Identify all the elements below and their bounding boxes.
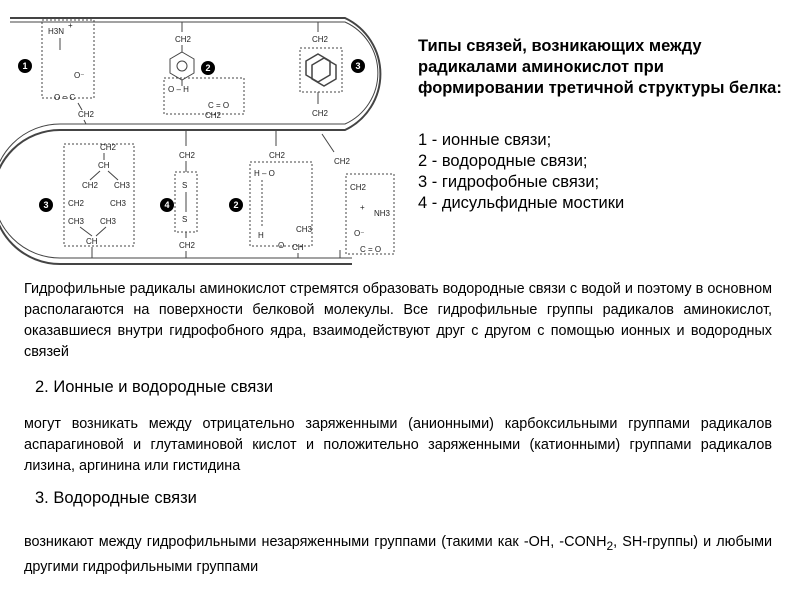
backbone-outer xyxy=(0,18,380,264)
ch2-label: CH2 xyxy=(312,35,329,44)
h-label: H xyxy=(258,231,264,240)
residue-hydrophobic-bottom xyxy=(64,143,134,258)
ch2-label: CH2 xyxy=(269,151,286,160)
hydrogen-bonds-heading: 3. Водородные связи xyxy=(35,489,197,507)
ch3-label: CH3 xyxy=(296,225,313,234)
residue-disulfide-bottom xyxy=(175,130,197,258)
ch3-label: CH3 xyxy=(68,217,85,226)
ch2-label: CH2 xyxy=(334,157,351,166)
o-label: O xyxy=(278,241,285,250)
protein-tertiary-structure-diagram xyxy=(0,0,410,272)
c-eq-o-label: O = C xyxy=(54,93,76,102)
backbone-inner xyxy=(0,22,378,258)
sulfur-label: S xyxy=(182,181,188,190)
marker-top-left xyxy=(18,59,32,73)
h-o-label: H – O xyxy=(254,169,275,178)
nh3-label: NH3 xyxy=(374,209,391,218)
h3n-label: H3N xyxy=(48,27,65,36)
ch2-label: CH2 xyxy=(78,110,95,119)
ionic-bonds-paragraph: могут возникать между отрицательно заряженными (анионными) карбоксильными группами радикалов аспарагиновой и глутаминовой кислот и положительно заряженными (катионными) группами радикалов лизина, аргинина или гистидина xyxy=(24,416,772,474)
legend-item-hydrophobic: 3 - гидрофобные связи; xyxy=(418,173,600,191)
subscript-two: 2 xyxy=(606,538,614,553)
marker-top-middle xyxy=(201,61,215,75)
ch2-label: CH2 xyxy=(175,35,192,44)
hydrogen-text-end: , SH-группы) и любыми другими гидрофильными группами xyxy=(24,534,772,575)
marker-top-right xyxy=(351,59,365,73)
ch2-label: CH2 xyxy=(82,181,99,190)
o-h-label: O – H xyxy=(168,85,189,94)
ch2-label: CH2 xyxy=(205,111,222,120)
bond-types-legend xyxy=(418,130,788,214)
ch2-label: CH2 xyxy=(179,151,196,160)
hydrophilic-radicals-paragraph: Гидрофильные радикалы аминокислот стремятся образовать водородные связи с водой и поэтому в основном располагаются на поверхности белковой молекулы. Все гидрофильные группы радикалов аминокислот, оказавшиеся внутри гидрофобного ядра, взаимодействуют друг с другом с помощью ионных и водородных связей xyxy=(24,281,772,360)
sulfur-label: S xyxy=(182,215,188,224)
ionic-hydrogen-heading: 2. Ионные и водородные связи xyxy=(35,378,274,396)
ch2-label: CH2 xyxy=(68,199,85,208)
ch-label: CH xyxy=(86,237,98,246)
marker-bottom-left-middle xyxy=(160,198,174,212)
plus-sign: + xyxy=(68,21,73,30)
ch3-label: CH3 xyxy=(110,199,127,208)
hydrogen-text-start: возникают между гидрофильными незаряженными группами (такими как -OH, -CONH xyxy=(24,534,607,550)
marker-number: 3 xyxy=(355,61,361,71)
ch-label: CH xyxy=(98,161,110,170)
hydrogen-bonds-paragraph xyxy=(24,532,772,578)
ch3-label: CH3 xyxy=(114,181,131,190)
ch-label: CH xyxy=(292,243,304,252)
marker-number: 2 xyxy=(233,200,239,210)
o-minus-label: O⁻ xyxy=(74,71,85,80)
marker-bottom-left xyxy=(39,198,53,212)
marker-number: 1 xyxy=(22,61,28,71)
ch2-label: CH2 xyxy=(100,143,117,152)
residue-hydrogen-bottom xyxy=(250,130,313,258)
legend-item-disulfide: 4 - дисульфидные мостики xyxy=(418,194,625,212)
ch2-label: CH2 xyxy=(312,109,329,118)
c-o-label: C = O xyxy=(360,245,382,254)
residue-ionic-bottom xyxy=(322,134,394,258)
marker-number: 3 xyxy=(43,200,49,210)
bond-types-title: Типы связей, возникающих между радикалами аминокислот при формировании третичной структуры белка: xyxy=(418,37,782,97)
marker-bottom-right-middle xyxy=(229,198,243,212)
residue-hydrophobic-top xyxy=(300,22,342,118)
o-minus-label: O⁻ xyxy=(354,229,365,238)
legend-item-ionic: 1 - ионные связи; xyxy=(418,131,552,149)
marker-number: 4 xyxy=(164,200,170,210)
ch3-label: CH3 xyxy=(100,217,117,226)
plus-sign: + xyxy=(360,203,365,212)
ch2-label: CH2 xyxy=(179,241,196,250)
legend-item-hydrogen: 2 - водородные связи; xyxy=(418,152,588,170)
marker-number: 2 xyxy=(205,63,211,73)
residue-ionic-top xyxy=(42,20,95,124)
ch2-label: CH2 xyxy=(350,183,367,192)
c-o-label: C = O xyxy=(208,101,230,110)
